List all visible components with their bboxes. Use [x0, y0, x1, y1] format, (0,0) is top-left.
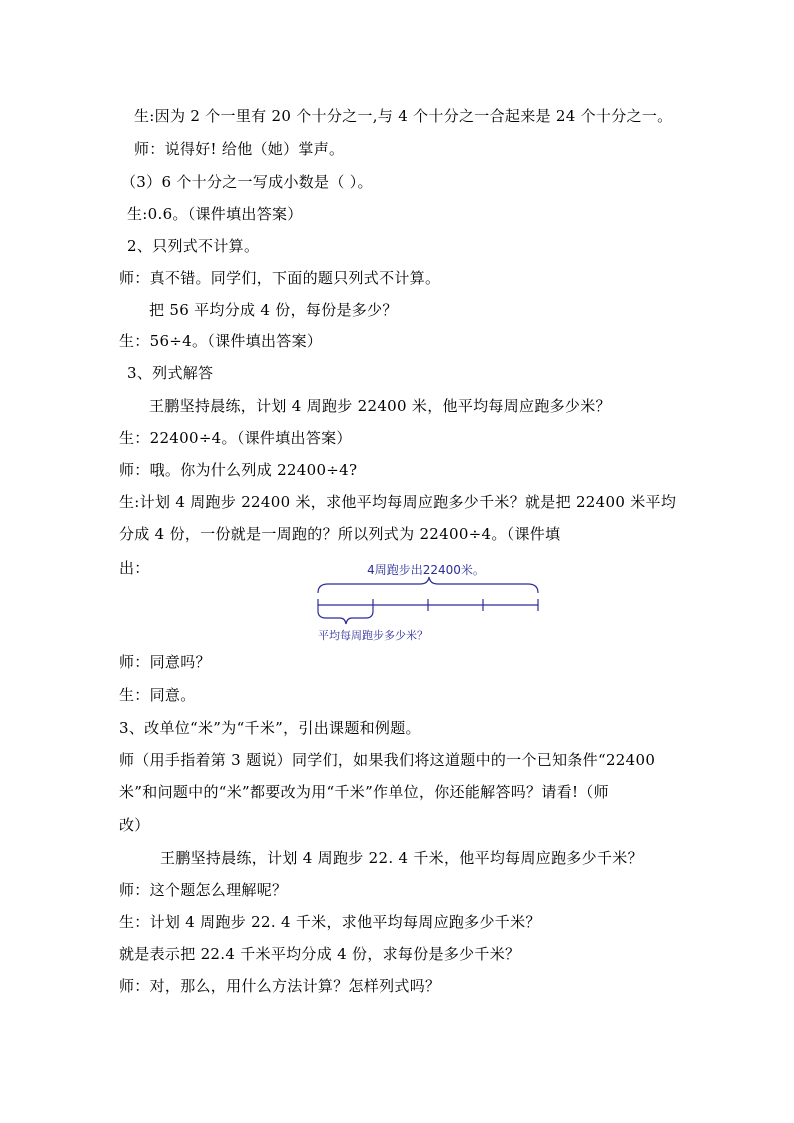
line-18: 3、改单位“米”为“千米”，引出课题和例题。 [119, 719, 421, 737]
line-16: 师：同意吗？ [119, 653, 211, 671]
line-25: 就是表示把 22.4 千米平均分成 4 份，求每份是多少千米？ [119, 945, 521, 963]
line-3: （3）6 个十分之一写成小数是（ ）。 [121, 173, 373, 191]
segment-line [318, 599, 538, 611]
top-brace [318, 577, 538, 593]
line-20: 米”和问题中的“米”都要改为用“千米”作单位，你还能解答吗？请看!（师 [119, 783, 609, 801]
line-4: 生:0.6。（课件填出答案） [127, 205, 303, 223]
line-5: 2、只列式不计算。 [127, 237, 260, 255]
line-26: 师：对，那么，用什么方法计算？怎样列式吗？ [119, 977, 441, 995]
line-8: 生：56÷4。（课件填出答案） [119, 332, 323, 350]
line-6: 师：真不错。同学们，下面的题只列式不计算。 [119, 269, 441, 287]
line-10: 王鹏坚持晨练，计划 4 周跑步 22400 米，他平均每周应跑多少米？ [149, 397, 611, 415]
line-13: 生:计划 4 周跑步 22400 米，求他平均每周应跑多少千米？就是把 22400 米平均 [119, 493, 677, 511]
line-22: 王鹏坚持晨练，计划 4 周跑步 22. 4 千米，他平均每周应跑多少千米？ [160, 849, 643, 867]
line-9: 3、列式解答 [127, 364, 214, 382]
line-2: 师：说得好! 给他（她）掌声。 [134, 140, 345, 158]
line-1: 生:因为 2 个一里有 20 个十分之一,与 4 个十分之一合起来是 24 个十分之一。 [134, 107, 673, 125]
line-12: 师：哦。你为什么列成 22400÷4? [119, 461, 358, 479]
diagram-bottom-label: 平均每周跑步多少米？ [318, 629, 428, 642]
line-19: 师（用手指着第 3 题说）同学们，如果我们将这道题中的一个已知条件“22400 [119, 751, 656, 769]
line-7: 把 56 平均分成 4 份，每份是多少？ [149, 301, 398, 319]
line-15: 出： [119, 559, 150, 577]
line-21: 改） [119, 816, 150, 834]
diagram-top-label: 4周跑步出22400米。 [367, 563, 485, 577]
line-17: 生：同意。 [119, 686, 196, 704]
line-23: 师：这个题怎么理解呢？ [119, 881, 288, 899]
bottom-brace [318, 611, 373, 624]
line-segment-diagram [300, 555, 560, 650]
line-14: 分成 4 份，一份就是一周跑的？所以列式为 22400÷4。（课件填 [119, 525, 561, 543]
line-24: 生：计划 4 周跑步 22. 4 千米，求他平均每周应跑多少千米？ [119, 913, 541, 931]
line-11: 生：22400÷4。（课件填出答案） [119, 429, 352, 447]
